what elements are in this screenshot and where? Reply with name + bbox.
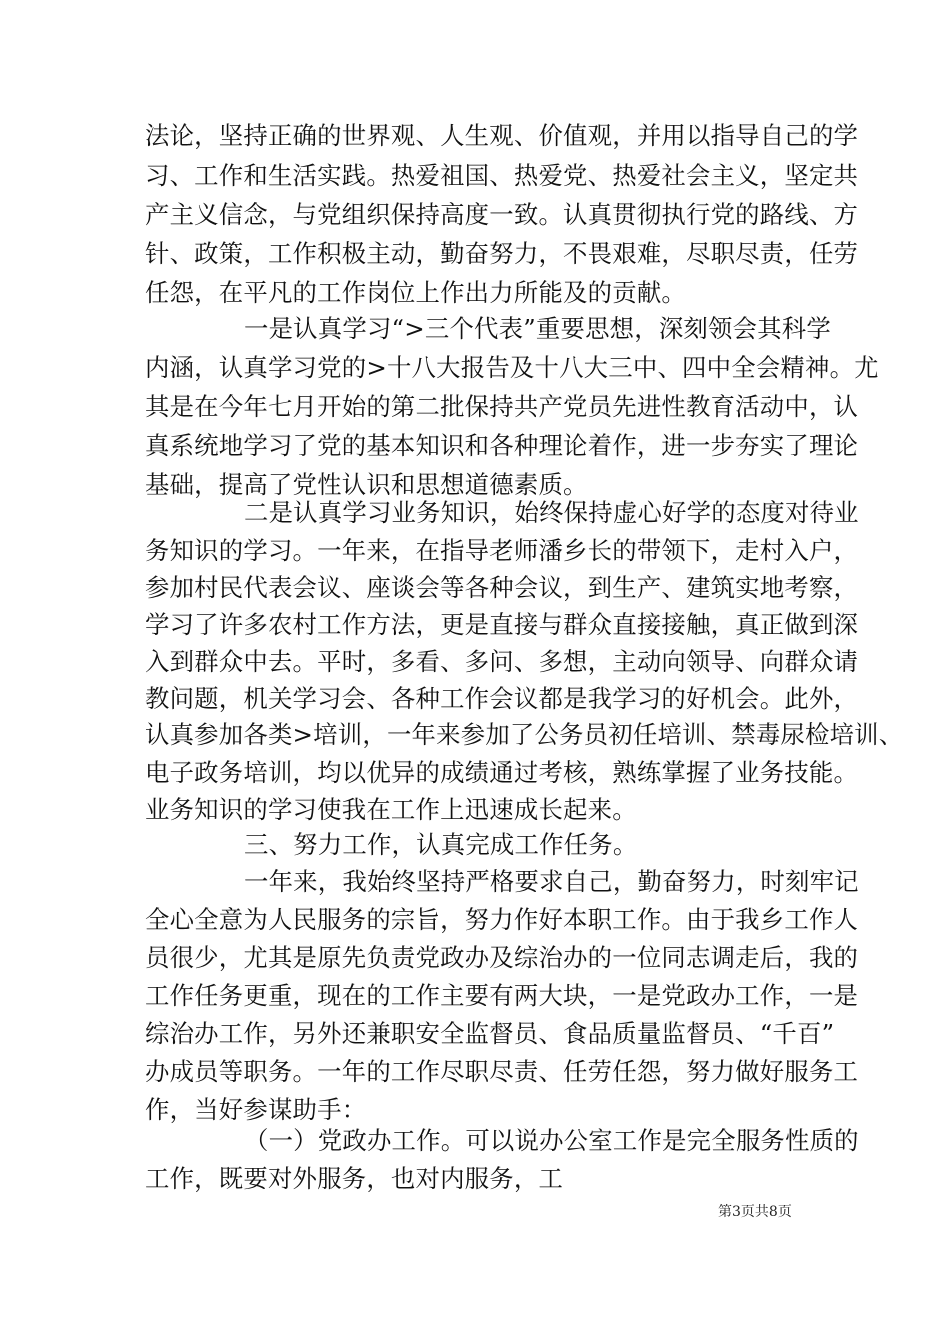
text-line: 务知识的学习。一年来，在指导老师潘乡长的带领下，走村入户，: [145, 536, 859, 565]
text-line: 业务知识的学习使我在工作上迅速成长起来。: [145, 795, 637, 824]
text-line: 产主义信念，与党组织保持高度一致。认真贯彻执行党的路线、方: [145, 200, 859, 229]
text-line: 作，当好参谋助手：: [145, 1095, 367, 1124]
text-line: 二是认真学习业务知识，始终保持虚心好学的态度对待业: [244, 498, 859, 527]
text-line: 任怨，在平凡的工作岗位上作出力所能及的贡献。: [145, 278, 686, 307]
text-line: 习、工作和生活实践。热爱祖国、热爱党、热爱社会主义，坚定共: [145, 161, 859, 190]
text-line: 基础，提高了党性认识和思想道德素质。: [145, 470, 588, 499]
text-line: 全心全意为人民服务的宗旨，努力作好本职工作。由于我乡工作人: [145, 905, 859, 934]
text-line: 综治办工作，另外还兼职安全监督员、食品质量监督员、“千百”: [145, 1019, 835, 1048]
text-line: 教问题，机关学习会、各种工作会议都是我学习的好机会。此外，: [145, 684, 859, 713]
text-line: 入到群众中去。平时，多看、多问、多想，主动向领导、向群众请: [145, 647, 859, 676]
text-line: （一）党政办工作。可以说办公室工作是完全服务性质的: [244, 1126, 859, 1155]
text-line: 参加村民代表会议、座谈会等各种会议，到生产、建筑实地考察，: [145, 573, 859, 602]
text-line: 一是认真学习“>三个代表”重要思想，深刻领会其科学: [244, 314, 831, 343]
text-line: 电子政务培训，均以优异的成绩通过考核，熟练掌握了业务技能。: [145, 758, 859, 787]
text-line: 一年来，我始终坚持严格要求自己，勤奋努力，时刻牢记: [244, 867, 859, 896]
page-number: 第3页共8页: [718, 1204, 792, 1220]
text-line: 认真参加各类>培训，一年来参加了公务员初任培训、禁毒尿检培训、: [145, 720, 904, 749]
text-line: 工作，既要对外服务，也对内服务，工: [145, 1164, 564, 1193]
text-line: 学习了许多农村工作方法，更是直接与群众直接接触，真正做到深: [145, 610, 859, 639]
text-line: 工作任务更重，现在的工作主要有两大块，一是党政办工作，一是: [145, 981, 859, 1010]
text-line: 三、努力工作，认真完成工作任务。: [244, 830, 638, 859]
text-line: 法论，坚持正确的世界观、人生观、价值观，并用以指导自己的学: [145, 121, 859, 150]
text-line: 内涵，认真学习党的>十八大报告及十八大三中、四中全会精神。尤: [145, 353, 879, 382]
text-line: 员很少，尤其是原先负责党政办及综治办的一位同志调走后，我的: [145, 943, 859, 972]
text-line: 办成员等职务。一年的工作尽职尽责、任劳任怨，努力做好服务工: [145, 1057, 859, 1086]
text-line: 针、政策，工作积极主动，勤奋努力，不畏艰难，尽职尽责，任劳: [145, 239, 859, 268]
text-line: 真系统地学习了党的基本知识和各种理论着作，进一步夯实了理论: [145, 431, 859, 460]
text-line: 其是在今年七月开始的第二批保持共产党员先进性教育活动中，认: [145, 392, 859, 421]
